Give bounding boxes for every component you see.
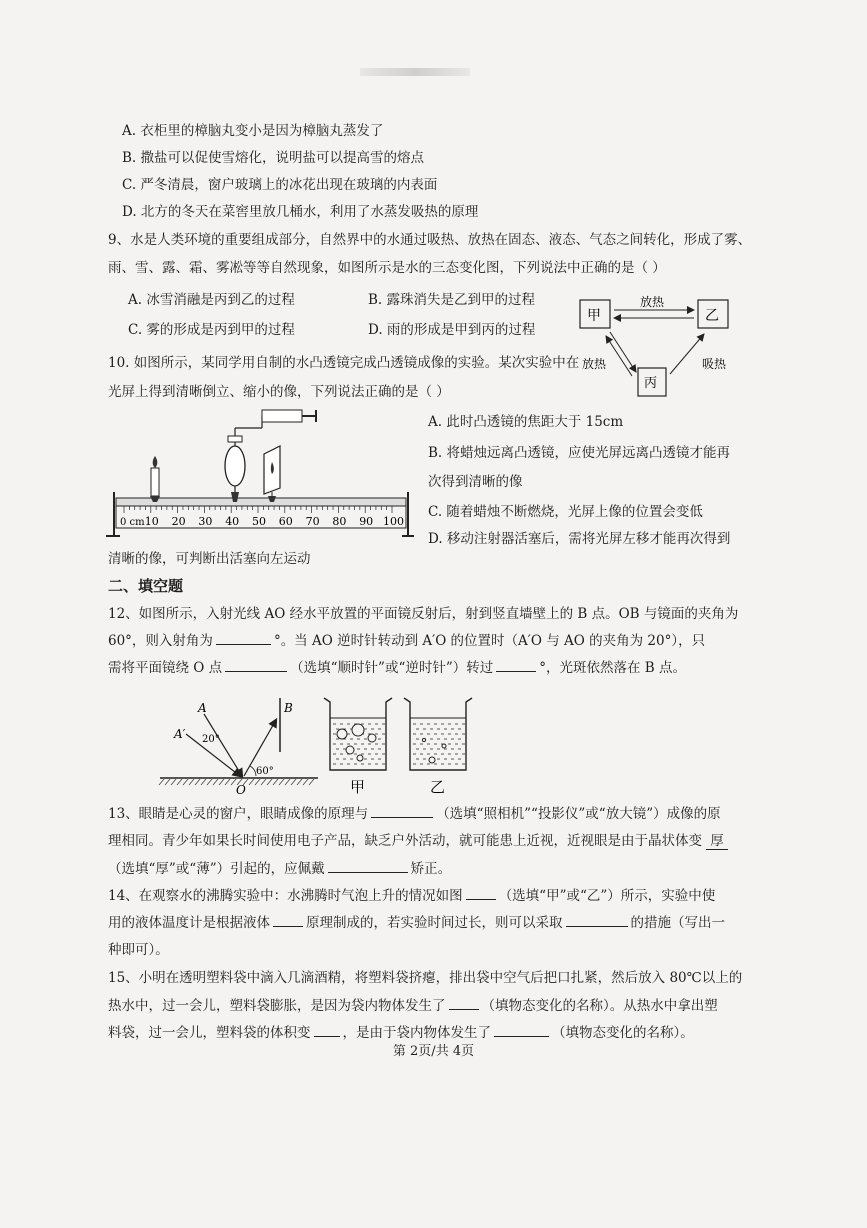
q13-line-3 xyxy=(108,860,451,878)
arrow-jia-bing xyxy=(610,332,636,372)
hatch-line xyxy=(249,779,254,785)
hatch-line xyxy=(165,779,170,785)
ruler-label: 50 xyxy=(252,515,266,528)
ruler-label-zero: 0 cm xyxy=(120,517,145,528)
hatch-line xyxy=(309,779,314,785)
hatch-line xyxy=(297,779,302,785)
hatch-line xyxy=(177,779,182,785)
three-state-diagram xyxy=(570,288,750,406)
bubble-yi-3 xyxy=(422,738,425,741)
section-2-title: 二、填空题 xyxy=(108,577,184,595)
bubble-jia-5 xyxy=(357,755,363,761)
q8-option-b: B. 撒盐可以促使雪熔化，说明盐可以提高雪的熔点 xyxy=(122,150,425,166)
q12-blank-direction[interactable] xyxy=(225,659,287,672)
hatch-line xyxy=(183,779,188,785)
q14-text-1a: 14、在观察水的沸腾实验中：水沸腾时气泡上升的情况如图 xyxy=(108,888,463,904)
q10-option-d-1: D. 移动注射器活塞后，需将光屏左移才能再次得到 xyxy=(428,531,731,547)
scan-smudge xyxy=(360,68,470,76)
q9-option-a: A. 冰雪消融是丙到乙的过程 xyxy=(128,292,295,308)
q15-line-1: 15、小明在透明塑料袋中滴入几滴酒精，将塑料袋挤瘪，排出袋中空气后把口扎紧，然后放入 80℃以上的 xyxy=(108,970,743,986)
ruler-label: 10 xyxy=(144,515,159,528)
q13-text-2a: 理相同。青少年如果长时间使用电子产品，缺乏户外活动，就可能患上近视，近视眼是由于晶状体变 xyxy=(108,833,702,849)
q13-line-2 xyxy=(108,832,728,850)
ruler-label: 20 xyxy=(171,515,186,528)
arrow-bing-jia xyxy=(606,336,632,376)
q12-text-3c: °，光斑依然落在 B 点。 xyxy=(539,660,687,676)
q12-blank-degrees[interactable] xyxy=(496,659,536,672)
q14-line-3: 种即可）。 xyxy=(108,942,169,958)
q15-text-3c: （填物态变化的名称）。 xyxy=(552,1025,694,1041)
hatch-line xyxy=(171,779,176,785)
ruler-label: 70 xyxy=(305,515,320,528)
hatch-line xyxy=(207,779,212,785)
label-left-release: 放热 xyxy=(582,357,607,371)
hatch-line xyxy=(201,779,206,785)
q15-line-2 xyxy=(108,997,718,1015)
bench-rail xyxy=(116,498,406,506)
q10-option-d-2: 清晰的像，可判断出活塞向左运动 xyxy=(108,551,311,567)
q12-text-3a: 需将平面镜绕 O 点 xyxy=(108,660,223,676)
q14-text-2b: 原理制成的，若实验时间过长，则可以采取 xyxy=(306,915,563,931)
label-yi: 乙 xyxy=(705,308,719,324)
label-a: A xyxy=(198,701,207,715)
q14-text-2c: 的措施（写出一 xyxy=(630,915,725,931)
q13-line-1 xyxy=(108,805,721,823)
q10-option-b-1: B. 将蜡烛远离凸透镜，应使光屏远离凸透镜才能再 xyxy=(428,445,731,461)
q13-blank-device[interactable] xyxy=(371,805,433,818)
water-lens xyxy=(225,446,245,486)
q10-option-a: A. 此时凸透镜的焦距大于 15cm xyxy=(428,414,624,430)
bubble-jia-4 xyxy=(346,746,354,754)
q14-line-1 xyxy=(108,887,715,905)
q12-line-2 xyxy=(108,632,705,650)
label-beaker-yi: 乙 xyxy=(430,778,446,796)
candle xyxy=(151,468,159,496)
q12-line-3 xyxy=(108,659,686,677)
q9-stem-2: 雨、雪、露、霜、雾凇等等自然现象，如图所示是水的三态变化图，下列说法中正确的是（ ） xyxy=(108,260,666,276)
hatch-line xyxy=(273,779,278,785)
ruler-label: 80 xyxy=(332,515,347,528)
q15-blank-change-2[interactable] xyxy=(494,1024,549,1037)
q9-option-d: D. 雨的形成是甲到丙的过程 xyxy=(368,322,536,338)
q12-line-1: 12、如图所示，入射光线 AO 经水平放置的平面镜反射后，射到竖直墙壁上的 B 点。OB 与镜面的夹角为 xyxy=(108,606,739,622)
label-top-release: 放热 xyxy=(640,295,665,309)
ruler-label: 40 xyxy=(225,515,240,528)
label-o: O xyxy=(236,783,246,797)
hatch-line xyxy=(285,779,290,785)
ruler-label: 90 xyxy=(359,515,374,528)
bubble-yi-2 xyxy=(442,744,446,748)
hatch-line xyxy=(225,779,230,785)
label-right-absorb: 吸热 xyxy=(702,357,727,371)
q14-line-2 xyxy=(108,914,725,932)
q15-blank-volume[interactable] xyxy=(314,1024,340,1037)
optical-bench-figure xyxy=(104,406,414,542)
page-footer: 第 2页/共 4页 xyxy=(392,1044,475,1059)
hatch-line xyxy=(255,779,260,785)
bubble-yi-1 xyxy=(429,757,435,763)
q9-option-c: C. 雾的形成是丙到甲的过程 xyxy=(128,322,295,338)
q8-option-c: C. 严冬清晨，窗户玻璃上的冰花出现在玻璃的内表面 xyxy=(122,177,438,193)
ray-ao xyxy=(204,714,242,776)
label-b: B xyxy=(284,701,293,715)
ruler-label: 60 xyxy=(278,515,293,528)
q13-text-3a: （选填“厚”或“薄”）引起的，应佩戴 xyxy=(108,861,325,877)
label-bing: 丙 xyxy=(644,376,658,391)
hatch-line xyxy=(303,779,308,785)
bubble-jia-3 xyxy=(368,734,376,742)
q15-text-2b: （填物态变化的名称）。从热水中拿出塑 xyxy=(481,998,718,1014)
hatch-line xyxy=(195,779,200,785)
q14-blank-figure[interactable] xyxy=(466,887,496,900)
boiling-beakers-figure xyxy=(320,694,480,796)
q15-text-2a: 热水中，过一会儿，塑料袋膨胀，是因为袋内物体发生了 xyxy=(108,998,446,1014)
q15-text-3b: ，是由于袋内物体发生了 xyxy=(342,1025,491,1041)
q13-text-1b: （选填“照相机”“投影仪”或“放大镜”）成像的原 xyxy=(436,806,721,822)
mirror-reflection-figure xyxy=(150,690,330,800)
q8-option-d: D. 北方的冬天在菜窖里放几桶水，利用了水蒸发吸热的原理 xyxy=(122,204,479,220)
q14-blank-measure[interactable] xyxy=(566,914,628,927)
q13-text-1a: 13、眼睛是心灵的窗户，眼睛成像的原理与 xyxy=(108,806,369,822)
syringe xyxy=(262,410,302,422)
hatch-line xyxy=(279,779,284,785)
q12-text-2a: 60°，则入射角为 xyxy=(108,633,213,649)
hatch-line xyxy=(159,779,164,785)
label-angle-60: 60° xyxy=(256,766,274,777)
q9-option-b: B. 露珠消失是乙到甲的过程 xyxy=(368,292,536,308)
q8-option-a: A. 衣柜里的樟脑丸变小是因为樟脑丸蒸发了 xyxy=(122,123,384,139)
q10-stem-1: 10. 如图所示，某同学用自制的水凸透镜完成凸透镜成像的实验。某次实验中在 xyxy=(108,355,580,371)
ruler-label: 100 xyxy=(383,515,404,528)
bubble-jia-1 xyxy=(337,729,347,739)
q9-stem-1: 9、水是人类环境的重要组成部分，自然界中的水通过吸热、放热在固态、液态、气态之间转化，形成了雾、 xyxy=(108,232,752,248)
hatch-line xyxy=(219,779,224,785)
hatch-line xyxy=(291,779,296,785)
q13-blank-lens[interactable] xyxy=(328,860,408,873)
hatch-line xyxy=(261,779,266,785)
q13-text-3b: 矫正。 xyxy=(410,861,452,877)
q12-text-2b: °。当 AO 逆时针转动到 A′O 的位置时（A′O 与 AO 的夹角为 20°），只 xyxy=(273,633,706,649)
hatch-line xyxy=(213,779,218,785)
hatch-line xyxy=(189,779,194,785)
bubble-jia-2 xyxy=(352,724,364,736)
q15-blank-change-1[interactable] xyxy=(449,997,479,1010)
q12-blank-incidence-angle[interactable] xyxy=(216,632,271,645)
q13-answer-thick: 厚 xyxy=(706,833,728,850)
q14-blank-principle[interactable] xyxy=(273,914,303,927)
candle-flame xyxy=(153,456,158,468)
q15-text-3a: 料袋，过一会儿，塑料袋的体积变 xyxy=(108,1025,311,1041)
label-angle-20: 20° xyxy=(202,734,220,745)
label-a-prime: A′ xyxy=(174,727,186,741)
q14-text-2a: 用的液体温度计是根据液体 xyxy=(108,915,270,931)
hatch-line xyxy=(267,779,272,785)
label-jia: 甲 xyxy=(587,308,601,324)
q10-option-b-2: 次得到清晰的像 xyxy=(428,474,523,490)
water-yi xyxy=(413,724,465,764)
label-beaker-jia: 甲 xyxy=(350,778,366,796)
q10-option-c: C. 随着蜡烛不断燃烧，光屏上像的位置会变低 xyxy=(428,504,703,520)
ruler-label: 30 xyxy=(198,515,213,528)
arrow-bing-yi xyxy=(670,334,704,374)
q10-stem-2: 光屏上得到清晰倒立、缩小的像，下列说法正确的是（ ） xyxy=(108,384,450,400)
q12-text-3b: （选填“顺时针”或“逆时针”）转过 xyxy=(290,660,494,676)
q14-text-1b: （选填“甲”或“乙”）所示，实验中使 xyxy=(498,888,716,904)
